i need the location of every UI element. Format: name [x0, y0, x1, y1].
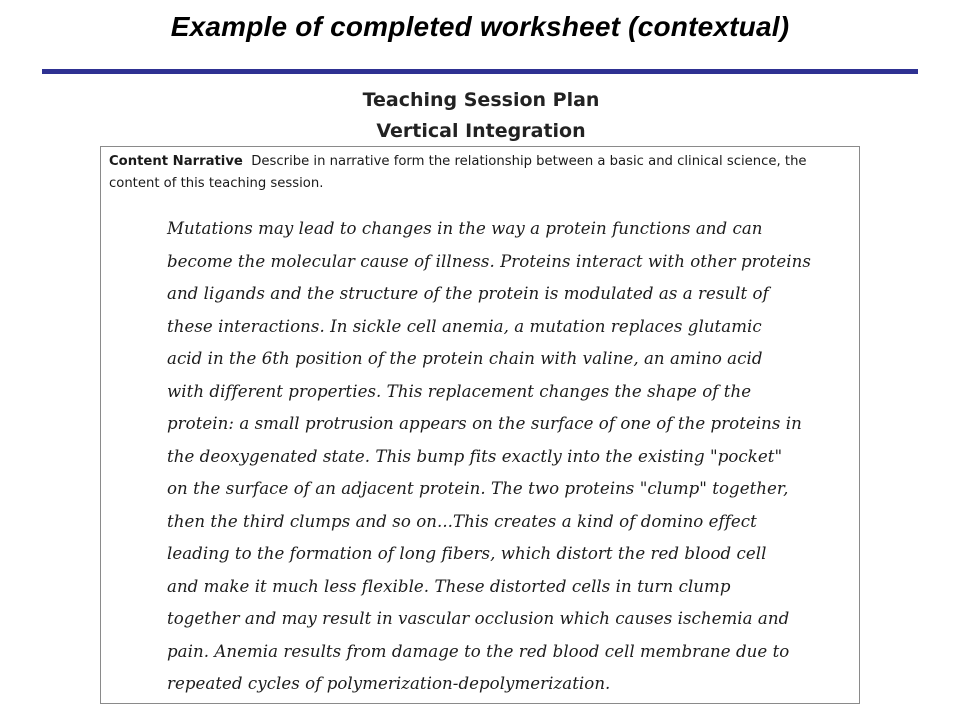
content-narrative-prompt — [109, 151, 849, 195]
narrative-line: pain. Anemia results from damage to the red blood cell membrane due to — [167, 641, 790, 661]
content-narrative-box — [100, 146, 860, 704]
worksheet-heading: Teaching Session Plan — [362, 89, 600, 111]
narrative-line: acid in the 6th position of the protein chain with valine, an amino acid — [167, 349, 763, 368]
narrative-line: on the surface of an adjacent protein. The two proteins "clump" together, — [167, 479, 789, 498]
narrative-line: the deoxygenated state. This bump fits exactly into the existing "pocket" — [167, 446, 783, 466]
narrative-line: then the third clumps and so on...This creates a kind of domino effect — [167, 511, 757, 531]
handwritten-narrative — [167, 213, 857, 701]
narrative-line: these interactions. In sickle cell anemia, a mutation replaces glutamic — [167, 316, 762, 336]
narrative-line: repeated cycles of polymerization-depolymerization. — [167, 674, 611, 693]
narrative-line: Mutations may lead to changes in the way a protein functions and can — [167, 219, 763, 238]
content-narrative-instructions: Describe in narrative form the relationship between a basic and clinical science, the content of this teaching session. — [109, 154, 807, 191]
narrative-line: protein: a small protrusion appears on the surface of one of the proteins in — [167, 414, 802, 433]
narrative-line: and make it much less flexible. These distorted cells in turn clump — [167, 576, 731, 596]
narrative-line: and ligands and the structure of the protein is modulated as a result of — [167, 284, 769, 303]
narrative-line: become the molecular cause of illness. Proteins interact with other proteins — [167, 251, 811, 271]
content-narrative-label: Content Narrative — [109, 154, 243, 169]
narrative-line: with different properties. This replacement changes the shape of the — [167, 381, 752, 401]
worksheet-subheading: Vertical Integration — [376, 120, 586, 142]
narrative-line: together and may result in vascular occlusion which causes ischemia and — [167, 609, 790, 628]
slide-title: Example of completed worksheet (contextual) — [170, 11, 790, 42]
narrative-line: leading to the formation of long fibers, which distort the red blood cell — [167, 544, 767, 563]
title-divider — [42, 69, 918, 74]
